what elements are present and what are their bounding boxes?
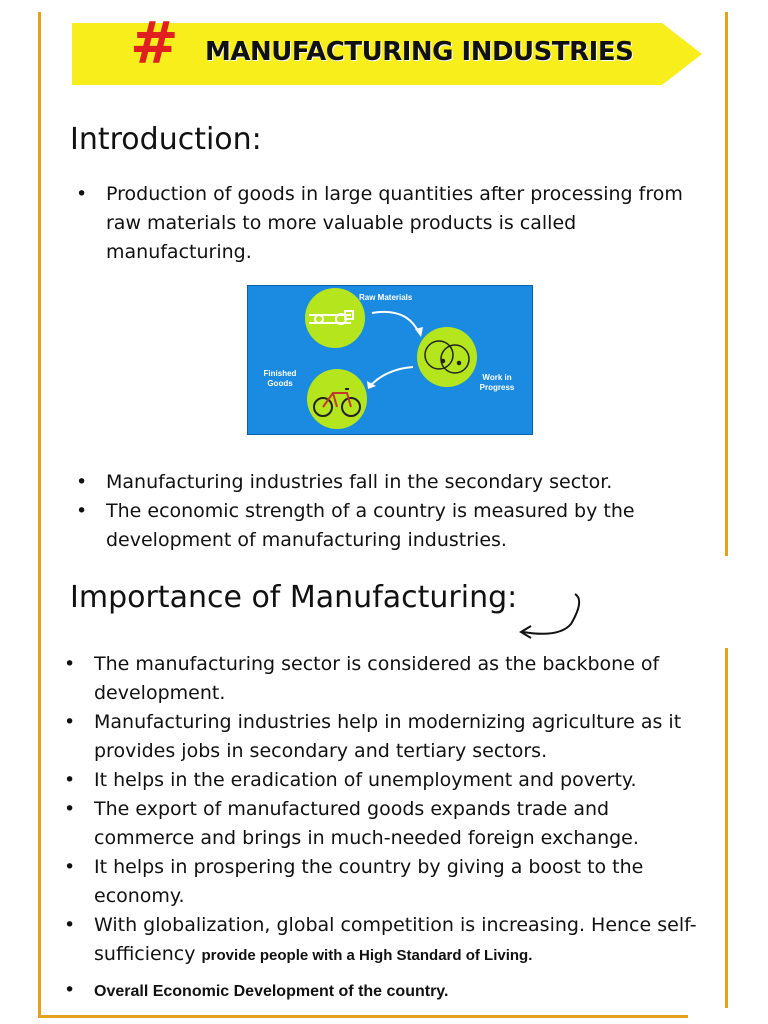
list-item: • The economic strength of a country is measured by the development of manufacturing industries. xyxy=(76,500,635,551)
frame-right-border-lower xyxy=(725,648,728,1008)
list-item: • Production of goods in large quantities after processing from raw materials to more valuable products is called manufacturing. xyxy=(76,183,683,263)
list-item: • The manufacturing sector is considered as the backbone of development. xyxy=(64,653,660,704)
hash-symbol: # xyxy=(130,9,179,77)
list-item: • Manufacturing industries fall in the secondary sector. xyxy=(76,471,613,493)
curved-arrow-icon xyxy=(515,590,585,646)
finished-goods-circle xyxy=(307,369,367,429)
work-in-progress-label: Work in Progress xyxy=(479,373,515,392)
list-item: • It helps in prospering the country by giving a boost to the economy. xyxy=(64,856,644,907)
printed-note: provide people with a High Standard of Living. xyxy=(201,947,533,964)
list-item: • With globalization, global competition is increasing. Hence self-sufficiency provide people with a High Standard of Living. xyxy=(64,914,697,965)
frame-bottom-border xyxy=(38,1015,688,1018)
list-item: • It helps in the eradication of unemployment and poverty. xyxy=(64,769,637,791)
frame-right-border xyxy=(725,12,728,556)
page-title: MANUFACTURING INDUSTRIES xyxy=(205,37,634,67)
list-item: • The export of manufactured goods expands trade and commerce and brings in much-needed foreign exchange. xyxy=(64,798,639,849)
manufacturing-process-diagram xyxy=(247,285,533,435)
raw-materials-label: Raw Materials xyxy=(359,293,413,302)
introduction-list-top xyxy=(76,180,696,267)
introduction-list-bottom xyxy=(76,468,696,555)
finished-goods-label: Finished Goods xyxy=(263,369,297,388)
list-item: • Manufacturing industries help in modernizing agriculture as it provides jobs in secondary and tertiary sectors. xyxy=(64,711,682,762)
raw-materials-circle xyxy=(305,288,365,348)
importance-list xyxy=(64,650,714,1006)
diagram-background xyxy=(247,285,533,435)
introduction-heading: Introduction: xyxy=(70,122,262,157)
importance-heading: Importance of Manufacturing: xyxy=(70,580,518,615)
list-item: • Overall Economic Development of the country. xyxy=(64,979,449,1001)
frame-left-border xyxy=(38,12,41,1018)
